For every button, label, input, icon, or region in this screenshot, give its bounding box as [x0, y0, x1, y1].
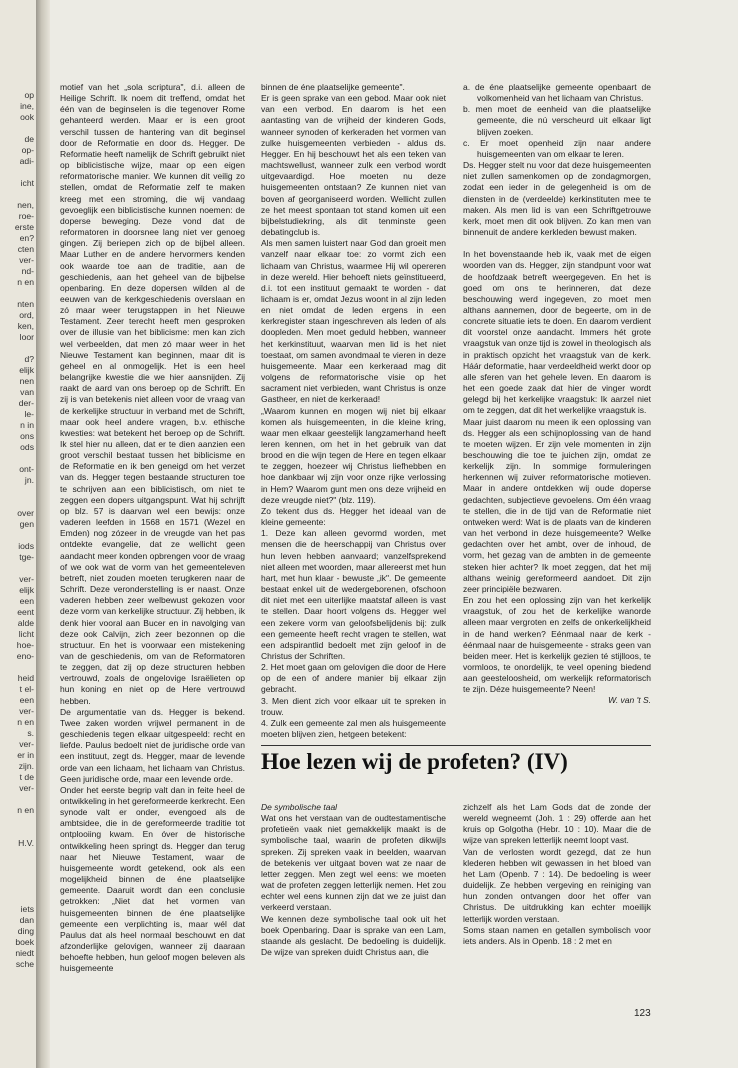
left-page-fragment: n en: [17, 805, 34, 815]
paragraph: Soms staan namen en getallen symbolisch voor iets anders. Als in Openb. 18 : 2 met en: [463, 924, 651, 946]
left-page-fragment: n in: [20, 420, 34, 430]
author-signature: W. van 't S.: [608, 695, 651, 706]
left-page-fragment: nd-: [21, 266, 34, 276]
left-page-fragment: t el-: [19, 684, 34, 694]
left-page-fragment: zijn.: [18, 761, 34, 771]
left-page-fragment: roe-: [18, 211, 34, 221]
left-page-fragment: iods: [18, 541, 34, 551]
paragraph: We kennen deze symbolische taal ook uit het boek Openbaring. Daar is sprake van een Lam, staande als geslacht. De bedoeling is duidelijk. De wijze van spreken duidt Christus aan, die: [261, 913, 446, 958]
left-page-fragment: ons: [20, 431, 34, 441]
paragraph: Zo tekent dus ds. Hegger het ideaal van de kleine gemeente:: [261, 505, 446, 528]
left-page-fragment: loor: [19, 332, 34, 342]
article-title: Hoe lezen wij de profeten? (IV): [261, 749, 568, 774]
left-page-fragment: le-: [24, 409, 34, 419]
left-page-fragment: nen,: [17, 200, 34, 210]
left-page-fragment: tge-: [19, 552, 34, 562]
left-page-fragment: alde: [17, 618, 34, 628]
paragraph: zichzelf als het Lam Gods dat de zonde der wereld wegneemt (Joh. 1 : 29) offerde aan het kruis op Golgotha (Hebr. 10 : 10). Maar die de wijze van spreken letterlijk neemt loopt vast.: [463, 802, 651, 846]
paragraph: motief van het „sola scriptura", d.i. alleen de Heilige Schrift. Ik noem dit treffend, omdat het één van de beginselen is die tegenover Rome gehanteerd werden. Maar er is een groot verschil tussen de hantering van dit beginsel door de Reformatie en door ds. Hegger. De Reformatie heeft namelijk de Schrift gebruikt niet op biblicistische wijze, maar op een eigen reformatorische manier. We kunnen dit veilig zo stellen, omdat de Reformatie zelf te maken kreeg met een stroming, die wij vandaag gevoeglijk een biblicistische kunnen noemen: de doperse beweging. Deze vond dat de reformatoren in doorsnee lang niet ver genoeg gingen. Zij beriepen zich op de bijbel alleen. Maar Luther en de andere hervormers kenden ook waarde toe aan de traditie, aan de geschiedenis, aan het geheel van de bijbelse openbaring. En deze dopersen wilden al de eeuwen van de kerkgeschiedenis overslaan en zó maar weer terugstappen in het Nieuwe Testament. Zeer terecht heeft men gesproken over de illusie van het biblicisme: men kan zich wel verbeelden, dat men zó maar weer in het Nieuwe Testament kan beginnen, maar dit is geheel en al onmogelijk. Het is een heel belangrijke kwestie die we hier aansnijden. Zij raakt de aard van ons beroep op de Schrift. En zij is van betekenis niet alleen voor de vraag van de kerkelijke structuur in verband met de Schrift, maar ook heel andere vragen, b.v. ethische kwesties: wat betekent het beroep op de Schrift. Ik stel hier nu alleen, dat er te dien aanzien een groot verschil bestaat tussen het biblicisme en de Reformatie en ik ben geneigd om het verzet van ds. Hegger tegen bestaande structuren toe te schrijven aan een biblicistisch, om niet te zeggen een dopers uitgangspunt. Wat hij schrijft op blz. 57 is daarvan wel een bewijs: onze vaderen leefden in 1568 en 1571 (Wezel en Emden) nog zózeer in de vreugde van het pas ontdekte evangelie, dat ze wellicht geen aandacht meer konden opbrengen voor de vraag of we ook wat de vorm van het gemeenteleven betreft, niet zouden moeten terugkeren naar de Schrift. Deze veronderstelling is er naast. Onze vaderen hebben zeer welbewust gekozen voor deze vorm van kerkelijke structuur. Zij hebben, ik denk hier vooral aan Bucer en in navolging van deze ook Calvijn, zich zeer bezonnen op die structuur. En het is voorwaar een mistekening van de geschiedenis, om van de Reformatoren te zeggen, dat zij op deze structuren hebben vertrouwd, zoals de ongelovige Israëlieten op hun koning en niet op de Here vertrouwd hebben.: [60, 82, 245, 706]
paragraph: De argumentatie van ds. Hegger is bekend. Twee zaken worden vrijwel permanent in de geschiedenis tegen elkaar uitgespeeld: recht en liefde. Paulus bedoelt niet de juridische orde van een instituut, zegt ds. Hegger, maar de levende orde van een lichaam, het lichaam van Christus. Geen juridische orde, maar een levende orde.: [60, 706, 245, 784]
left-page-fragment: H.V.: [18, 838, 34, 848]
article-column-2: [463, 802, 651, 947]
left-page-fragment: erste: [14, 222, 34, 232]
left-page-fragment: en?: [19, 233, 34, 243]
paragraph: 4. Zulk een gemeente zal men als huisgemeente moeten blijven zien, hetgeen betekent:: [261, 717, 446, 740]
left-page-fragment: nen: [19, 376, 34, 386]
section-rule: [261, 745, 651, 746]
left-page-fragment: eno-: [16, 651, 34, 661]
book-gutter: [36, 0, 50, 1068]
column-2: [261, 82, 446, 740]
left-page-fragment: over: [17, 508, 34, 518]
paragraph: 1. Deze kan alleen gevormd worden, met mensen die de heerschappij van Christus over hun leven hebben aanvaard; vanzelfsprekend niet alleen met woorden, maar allereerst met hun hart, met hun klaar - bewuste „ik". De gemeente bestaat enkel uit de wedergeborenen, ofschoon dit niet met een uiterlijke maatstaf alleen is vast te stellen. Daar hoort volgens ds. Hegger wel een zekere vorm van geloofsbelijdenis bij: zulk een gemeente heeft recht vragen te stellen, wat een adspirantlid bedoelt met zijn geloof in de Christus der Schriften.: [261, 528, 446, 661]
left-page-fragment: dan: [19, 915, 34, 925]
left-page-fragment: sche: [15, 959, 34, 969]
left-page-fragment: heid: [17, 673, 34, 683]
left-page-fragment: ver-: [19, 706, 34, 716]
paragraph: En zou het een oplossing zijn van het kerkelijk vraagstuk, of zou het de kerkelijke wanorde alleen maar vergroten en zelfs de onkerkelijkheid in de hand werken? Eénmaal naar de kerk - éénmaal naar de huisgemeente - straks geen van beiden meer. Het is kerkelijk gezien té stijlloos, te vormloos, te onordelijk, te veel opening biedend aan geesteloosheid, om werkelijk reformatorisch te zijn. Déze huisgemeente? Neen!: [463, 595, 651, 695]
left-page-fragment: t de: [19, 772, 34, 782]
column-3: [463, 82, 651, 707]
paragraph: Onder het eerste begrip valt dan in feite heel de ontwikkeling in het gereformeerde kerkrecht. Een synode valt er onder, evengoed als de ambtsidee, die in de gereformeerde traditie tot ontplooiing kwam. En óver de historische ontwikkeling heen springt ds. Hegger dan terug naar het Nieuwe Testament, waar de huisgemeente wordt getekend, ook als een mogelijkheid binnen de éne plaatselijke gemeente. Daaruit wordt dan een conclusie getrokken: „Niet dat het vormen van huisgemeenten binnen de éne plaatselijke gemeente een verplichting is, maar wél dat Paulus dat als heel normaal beschouwt en dat afzonderlijke gelovigen, wanneer zij daaraan behoefte hebben, hun geloof mogen beleven als huisgemeente: [60, 784, 245, 974]
list-item: c. Er moet openheid zijn naar andere huisgemeenten van om elkaar te leren.: [463, 137, 651, 159]
article-column-1: [261, 802, 446, 958]
left-page-fragment: van: [20, 387, 34, 397]
left-page-fragment: boek: [15, 937, 34, 947]
left-page-fragment: ine,: [20, 101, 34, 111]
left-page-fragment: ding: [17, 926, 34, 936]
left-page-fragment: gen: [19, 519, 34, 529]
list-item: b. men moet de eenheid van die plaatselijke gemeente, die nú verscheurd uit elkaar ligt blijven zoeken.: [463, 104, 651, 137]
criteria-list: [463, 82, 651, 160]
left-page-fragment: ken,: [17, 321, 34, 331]
left-page-fragment: de: [24, 134, 34, 144]
page-123: [50, 0, 738, 1068]
left-page-fragment: ver-: [19, 739, 34, 749]
paragraph: Maar juist daarom nu meen ik een oplossing van ds. Hegger als een schijnoplossing van de hand te moeten wijzen. Er zijn vele momenten in zijn beschouwing die toe te juichen zijn, omdat ze kerkelijk zijn. In sommige formuleringen herkennen wij zuiver reformatorische motieven. Maar in andere ontdekken wij oude doperse gedachten, subjectieve gevoelens. Om één vraag te stellen, die in de tijd van de Reformatie niet ontweken werd: Wat is de plaats van de kinderen van het verbond in deze huisgemeente? Welke gedachten over het ambt, over de inhoud, de vorm, het gezag van de ambten in de gemeente steken hier achter? Ik moet zeggen, dat het mij althans weinig gereformeerd aandoet. Dit zijn zeer principiële bezwaren.: [463, 416, 651, 594]
left-page-fragment: op-: [21, 145, 34, 155]
left-page-fragment: eent: [17, 607, 34, 617]
left-page-fragment: d?: [24, 354, 34, 364]
column-3-body: [463, 160, 651, 695]
left-page-fragment: elijk: [19, 365, 34, 375]
left-page-fragment: een: [19, 695, 34, 705]
left-page-fragment: niedt: [15, 948, 34, 958]
paragraph: 3. Men dient zich voor elkaar uit te spreken in trouw.: [261, 695, 446, 717]
left-page-fragment: ord,: [19, 310, 34, 320]
list-item: a. de éne plaatselijke gemeente openbaart de volkomenheid van het lichaam van Christus.: [463, 82, 651, 104]
left-page-fragment: ver-: [19, 255, 34, 265]
left-page-fragment: der-: [18, 398, 34, 408]
left-page-fragment: elijk: [19, 585, 34, 595]
paragraph: Er is geen sprake van een gebod. Maar ook niet van een verbod. En daarom is het een aantasting van de vrijheid der kinderen Gods, wanneer synoden of kerkeraden het vormen van zulke huisgemeenten verbieden - aldus ds. Hegger. En hij beschouwt het als een teken van machtswellust, wanneer zulk een verbod wordt uitgevaardigd. Hoe moeten nu deze huisgemeenten ontstaan? Ze kunnen niet van boven af georganiseerd worden. Wellicht zullen ze het meest spontaan tot stand komen uit een bijbelstudiekring, als dit tenminste geen debatingclub is.: [261, 93, 446, 238]
left-page-fragment: licht: [18, 629, 34, 639]
left-page-fragment: ont-: [19, 464, 34, 474]
left-page-fragment: ods: [20, 442, 34, 452]
left-page-edge: [0, 0, 36, 1068]
left-page-fragment: jn.: [24, 475, 34, 485]
left-page-fragment: icht: [20, 178, 34, 188]
left-page-fragment: hoe-: [16, 640, 34, 650]
left-page-fragment: nten: [17, 299, 34, 309]
left-page-fragment: er in: [17, 750, 34, 760]
left-page-fragment: cten: [17, 244, 34, 254]
left-page-fragment: een: [19, 596, 34, 606]
left-page-fragment: adi-: [19, 156, 34, 166]
paragraph: In het bovenstaande heb ik, vaak met de eigen woorden van ds. Hegger, zijn standpunt voor wat de hoofdzaak betreft weergegeven. En het is goed om ons te herinneren, dat deze beschouwing werd ingegeven, zo moet men althans aannemen, door de begeerte, om in de concrete situatie iets te doen. En daarom verdient dit voorstel onze aandacht. Immers hét grote vraagstuk van onze tijd is zowel in theologisch als in praktisch opzicht het vraagstuk van de kerk. Háár deformatie, haar verdeeldheid werkt door op alle sferen van het gehele leven. En daarom is het een goede zaak dat hier de vinger wordt gelegd bij het kerkelijke vraagstuk: Ik aarzel niet om te zeggen, dat dit het werkelijke vraagstuk is.: [463, 249, 651, 416]
paragraph: Van de verlosten wordt gezegd, dat ze hun klederen hebben wit gewassen in het bloed van het Lam (Openb. 7 : 14). De bedoeling is weer duidelijk. Ze hebben vergeving en reiniging van hun zonden ontvangen door het offer van Christus. De uitdrukking kan echter moeilijk letterlijk worden verstaan.: [463, 846, 651, 924]
paragraph: binnen de éne plaatselijke gemeente".: [261, 82, 405, 92]
page-number: 123: [634, 1008, 651, 1019]
left-page-fragment: ook: [20, 112, 34, 122]
paragraph: Als men samen luistert naar God dan groeit men vanzelf naar elkaar toe: zo vormt zich een lichaam van Christus, waarmee Hij wil opereren in deze wereld. Hier behoeft niets geïnstitueerd, d.i. tot een instituut gemaakt te worden - dat lichaam is er, omdat Jezus woont in al zijn leden en niet omdat de leden ergens in een kerkregister staan ingeschreven als leden of als doopleden. Men moet geduld hebben, wanneer het kerkinstituut, waarvan men lid is het niet toestaat, om samen avondmaal te vieren in deze huisgemeente. Maar een kerkeraad mag dit volgens de reformatorische visie op het sacrament niet verbieden, want Christus is onze Gastheer, en niet de kerkeraad!: [261, 238, 446, 405]
left-page-fragment: s.: [27, 728, 34, 738]
paragraph: 2. Het moet gaan om gelovigen die door de Here op de een of andere manier bij elkaar zijn gebracht.: [261, 662, 446, 695]
left-page-fragment: op: [24, 90, 34, 100]
left-page-fragment: ver-: [19, 783, 34, 793]
left-page-fragment: ver-: [19, 574, 34, 584]
left-page-fragment: n en: [17, 717, 34, 727]
article-subheading: De symbolische taal: [261, 802, 338, 812]
left-page-fragment: n en: [17, 277, 34, 287]
paragraph: „Waarom kunnen en mogen wij niet bij elkaar komen als huisgemeenten, in die kleine kring, waar men elkaar geestelijk langzamerhand heeft leren kennen, om het in het gebruik van dat brood en die wijn tegen de Here en tegen elkaar te zeggen, hoezeer wij Christus liefhebben en hoe dankbaar wij zijn voor onze rijke verlossing in Hem? Waarom gunt men ons deze vrijheid en deze vreugde niet?" (blz. 119).: [261, 405, 446, 505]
paragraph: Wat ons het verstaan van de oudtestamentische profetieën vaak niet gemakkelijk maakt is de symbolische taal, waarin de profeten dikwijls spreken. Zij spreken vaak in beelden, waarvan de betekenis ver uitgaat boven wat ze naar de letter zeggen. Men zegt wel eens: we moeten wat de profeten zeggen letterlijk nemen. Het zou echter wel eens kunnen zijn dat we ze juist dan verkeerd verstaan.: [261, 813, 446, 913]
paragraph: Ds. Hegger stelt nu voor dat deze huisgemeenten niet zullen samenkomen op de zondagmorgen, zodat een ieder in de gelegenheid is om de diensten in de (verdeelde) kerkinstituten mee te maken. Als men lid is van een Schriftgetrouwe kerk, moet men dit ook blijven. Zo kan men van binnenuit de andere kerkleden bewust maken.: [463, 160, 651, 238]
column-1: [60, 82, 245, 975]
left-page-fragment: iets: [20, 904, 34, 914]
